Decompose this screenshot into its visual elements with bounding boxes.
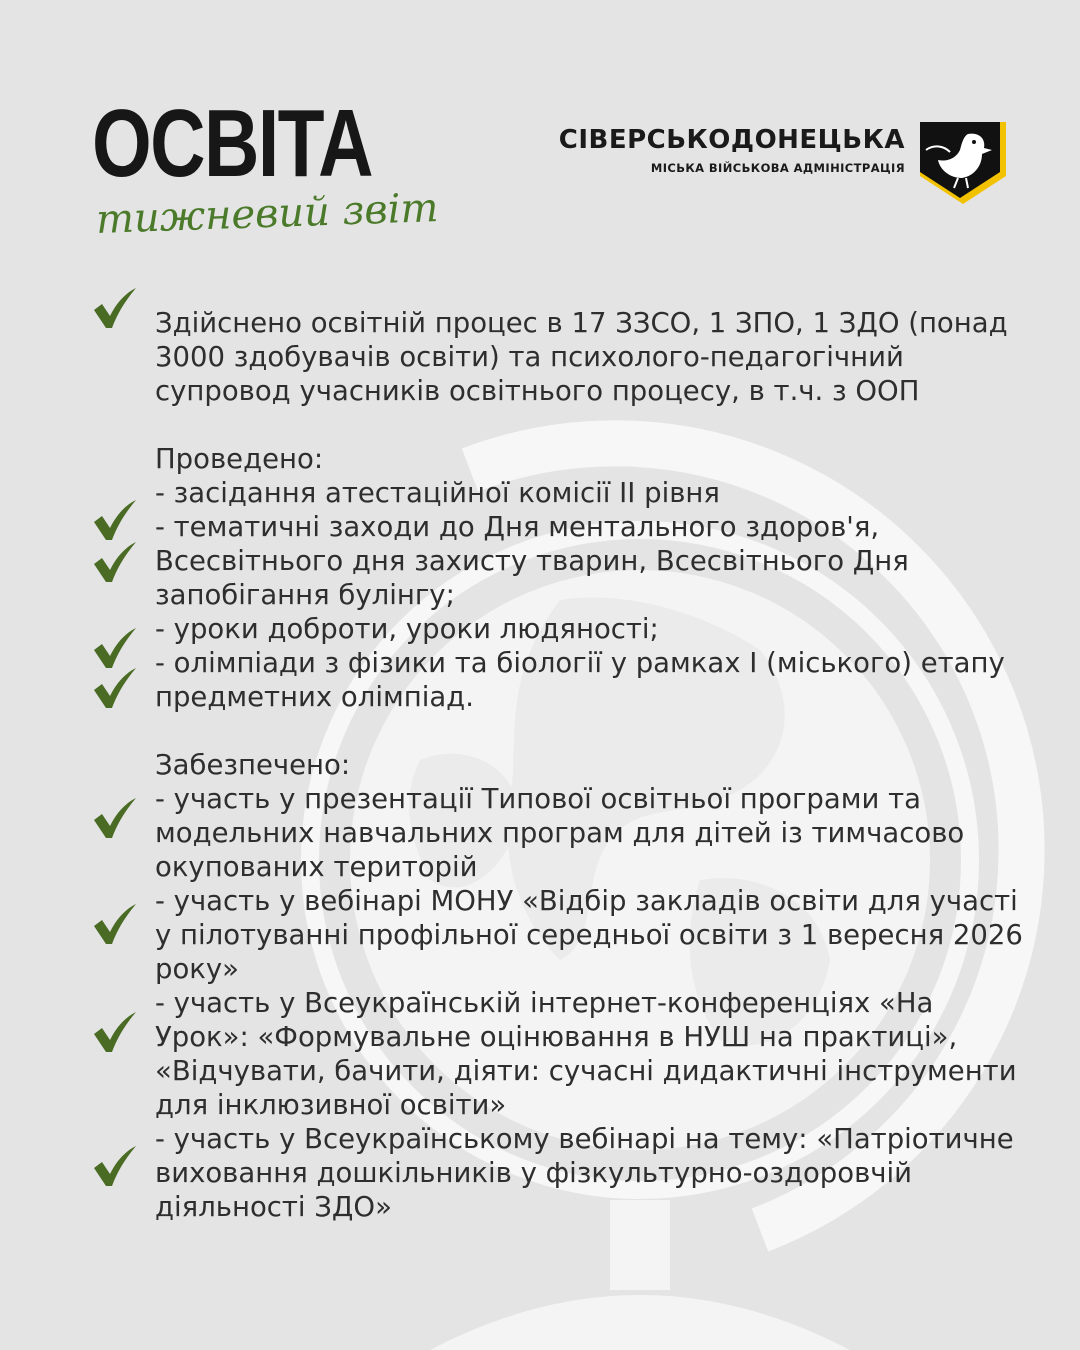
- report-content: [155, 306, 1035, 1224]
- list-item: - уроки доброти, уроки людяності;: [155, 613, 659, 645]
- city-emblem-icon: [918, 120, 1008, 206]
- page-subtitle: тижневий звіт: [95, 185, 440, 243]
- list-item: - участь у вебінарі МОНУ «Відбір закладів освіти для участі у пілотуванні профільної середньої освіти з 1 вересня 2026 року»: [155, 885, 1023, 985]
- list-item: - олімпіади з фізики та біології у рамках І (міського) етапу предметних олімпіад.: [155, 647, 1005, 713]
- logo-text: [559, 124, 905, 176]
- check-icon: [92, 798, 138, 840]
- check-icon: [92, 628, 138, 670]
- check-icon: [92, 668, 138, 710]
- list-item: - участь у Всеукраїнській інтернет-конференціях «На Урок»: «Формувальне оцінювання в НУШ на практиці», «Відчувати, бачити, діяти: сучасні дидактичні інструменти для інклюзивної освіти»: [155, 987, 1017, 1121]
- logo-city-name: СІВЕРСЬКОДОНЕЦЬКА: [558, 125, 905, 155]
- section-heading: Проведено:: [155, 443, 324, 475]
- check-icon: [92, 288, 138, 330]
- check-marks: [0, 0, 150, 1350]
- page-title: ОСВІТА: [92, 90, 372, 197]
- check-icon: [92, 500, 138, 542]
- list-item: - участь у Всеукраїнському вебінарі на тему: «Патріотичне виховання дошкільників у фізкультурно-оздоровчій діяльності ЗДО»: [155, 1123, 1014, 1223]
- logo-administration-name: МІСЬКА ВІЙСЬКОВА АДМІНІСТРАЦІЯ: [650, 161, 905, 175]
- check-icon: [92, 1012, 138, 1054]
- check-icon: [92, 904, 138, 946]
- report-paragraph: Здійснено освітній процес в 17 ЗЗСО, 1 ЗПО, 1 ЗДО (понад 3000 здобувачів освіти) та психолого-педагогічний супровод учасників освітнього процесу, в т.ч. з ООП: [155, 307, 1008, 407]
- check-icon: [92, 542, 138, 584]
- check-icon: [92, 1146, 138, 1188]
- list-item: - засідання атестаційної комісії ІІ рівня: [155, 477, 720, 509]
- section-heading: Забезпечено:: [155, 749, 351, 781]
- list-item: - участь у презентації Типової освітньої програми та модельних навчальних програм для дітей із тимчасово окупованих територій: [155, 783, 965, 883]
- list-item: - тематичні заходи до Дня ментального здоров'я, Всесвітнього дня захисту тварин, Всесвітнього Дня запобігання булінгу;: [155, 511, 909, 611]
